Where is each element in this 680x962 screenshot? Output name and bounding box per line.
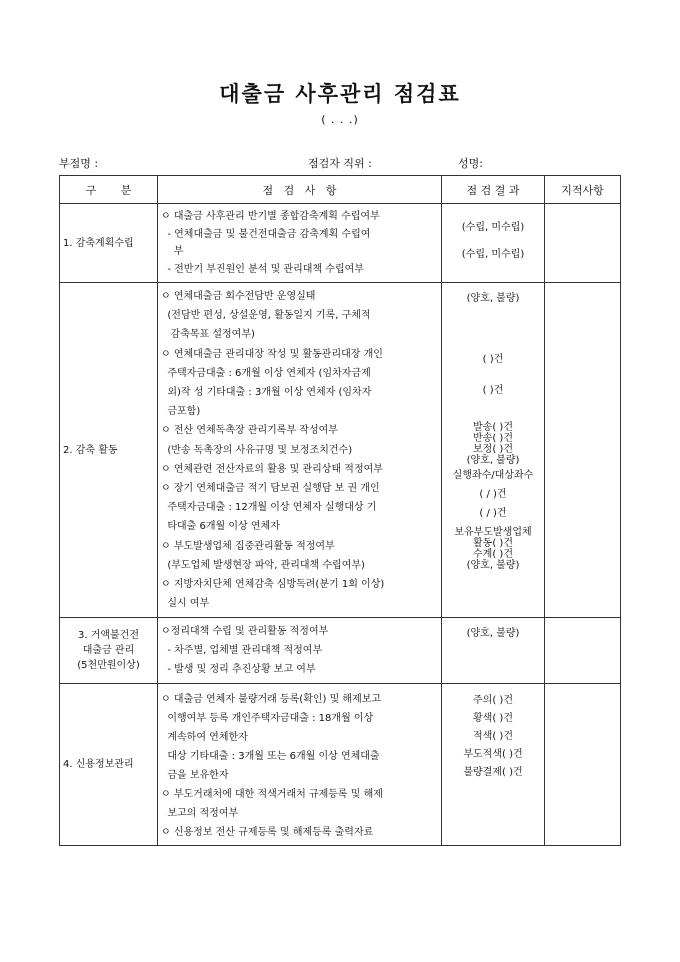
item-line: ㅇ 대출금 연체자 불량거래 등록(확인) 및 해제보고 <box>161 694 382 705</box>
table-row <box>60 283 621 618</box>
dept-label: 부점명 : <box>59 157 99 170</box>
name-label: 성명: <box>458 157 483 170</box>
result-line: 수계( )건 <box>473 549 513 560</box>
header-results: 점 검 결 과 <box>442 176 545 204</box>
item-line: 부 <box>161 246 184 257</box>
item-line: 이행여부 등록 개인주택자금대출 : 18개월 이상 <box>161 713 374 724</box>
item-line: 주택자금대출 : 6개월 이상 연체자 (임차자금제 <box>161 367 371 379</box>
category-line: 3. 거액불건전 <box>77 630 140 641</box>
result-line: 실행좌수/대상좌수 <box>452 470 534 481</box>
inspector-position-label: 점검자 직위 : <box>308 157 372 170</box>
result-line: ( )건 <box>482 354 504 365</box>
item-line: ㅇ 장기 연체대출금 적기 담보권 실행담 보 권 개인 <box>161 483 380 495</box>
header-items: 점 검 사 항 <box>158 176 442 204</box>
item-line: 대상 기타대출 : 3개월 또는 6개월 이상 연체대출 <box>161 751 380 762</box>
item-line: ㅇ정리대책 수립 및 관리활동 적정여부 <box>161 626 329 637</box>
item-line: - 전반기 부진원인 분석 및 관리대책 수립여부 <box>161 263 364 275</box>
header-remarks: 지적사항 <box>545 176 621 204</box>
item-line: 타대출 6개월 이상 연체자 <box>161 521 280 533</box>
remarks-cell <box>545 618 621 684</box>
remarks-cell <box>545 283 621 618</box>
result-line: (양호, 불량) <box>466 455 520 466</box>
item-line: - 연체대출금 및 불건전대출금 감축계획 수립여 <box>161 228 371 240</box>
table-row <box>60 204 621 283</box>
item-line: (부도업체 발생현장 파악, 관리대책 수립여부) <box>161 559 365 571</box>
result-cell <box>442 204 545 283</box>
item-line: 금을 보유한자 <box>161 770 229 781</box>
category-cell: 2. 감축 활동 <box>60 283 158 618</box>
result-line: (양호, 불량) <box>466 293 520 304</box>
items-cell <box>158 684 442 846</box>
result-cell <box>442 684 545 846</box>
item-line: 금포함) <box>161 406 201 418</box>
category-cell: 4. 신용정보관리 <box>60 684 158 846</box>
remarks-cell <box>545 684 621 846</box>
result-line: ( )건 <box>482 385 504 396</box>
result-line: 발송( )건 <box>473 422 513 433</box>
item-line: ㅇ 연체대출금 회수전담반 운영실태 <box>161 291 316 302</box>
result-cell <box>442 283 545 618</box>
item-line: (전담반 편성, 상설운영, 활동일지 기록, 구체적 <box>161 310 371 322</box>
item-line: ㅇ 지방자치단체 연체감축 심방독려(분기 1회 이상) <box>161 579 385 591</box>
category-line: (5천만원이상) <box>77 660 140 671</box>
category-line: 대출금 관리 <box>82 645 135 656</box>
result-line: 보유부도발생업체 <box>454 527 532 538</box>
document-title: 대출금 사후관리 점검표 <box>219 81 461 106</box>
category-cell: 1. 감축계획수립 <box>60 204 158 283</box>
items-cell <box>158 618 442 684</box>
category-cell <box>60 618 158 684</box>
table-row <box>60 684 621 846</box>
remarks-cell <box>545 204 621 283</box>
result-line: 활동( )건 <box>473 538 513 549</box>
header-category: 구 분 <box>60 176 158 204</box>
result-line: 반송( )건 <box>473 433 513 444</box>
items-cell <box>158 283 442 618</box>
item-line: 계속하여 연체한자 <box>161 732 248 743</box>
result-line: 적색( )건 <box>473 731 513 742</box>
table-row <box>60 618 621 684</box>
item-line: - 발생 및 정리 추진상황 보고 여부 <box>161 664 316 675</box>
header-row <box>60 176 621 204</box>
item-line: 주택자금대출 : 12개월 이상 연체자 실행대상 기 <box>161 502 377 514</box>
inspection-date: ( . . .) <box>321 113 359 126</box>
item-line: ㅇ 신용정보 전산 규제등록 및 해제등록 출력자료 <box>161 827 374 838</box>
item-line: 실시 여부 <box>161 598 210 610</box>
result-line: 보정( )건 <box>473 444 513 455</box>
result-line: (양호, 불량) <box>466 628 520 639</box>
result-line: (수립, 미수립) <box>461 222 525 233</box>
result-cell <box>442 618 545 684</box>
item-line: ㅇ 전산 연체독촉장 관리기록부 작성여부 <box>161 425 338 437</box>
result-line: 황색( )건 <box>473 713 513 724</box>
item-line: ㅇ 연체대출금 관리대장 작성 및 활동관리대장 개인 <box>161 348 383 360</box>
item-line: 외)작 성 기타대출 : 3개월 이상 연체자 (임차자 <box>161 387 372 399</box>
result-line: 불량결제( )건 <box>463 767 523 778</box>
result-line: (양호, 불량) <box>466 560 520 571</box>
item-line: 감축목표 설정여부) <box>161 329 255 341</box>
item-line: ㅇ 대출금 사후관리 반기별 종합감축계획 수립여부 <box>161 211 380 222</box>
item-line: - 차주별, 업체별 관리대책 적정여부 <box>161 645 323 656</box>
item-line: (반송 독촉장의 사유규명 및 보정조치건수) <box>161 444 353 456</box>
items-cell <box>158 204 442 283</box>
item-line: ㅇ 연체관련 전산자료의 활용 및 관리상태 적정여부 <box>161 463 383 475</box>
result-line: (수립, 미수립) <box>461 249 525 260</box>
result-line: ( / )건 <box>479 508 507 519</box>
item-line: ㅇ 부도거래처에 대한 적색거래처 규제등록 및 해제 <box>161 789 383 800</box>
item-line: ㅇ 부도발생업체 집중관리활동 적정여부 <box>161 540 335 552</box>
result-line: 부도적색( )건 <box>463 749 523 760</box>
result-line: 주의( )건 <box>473 695 513 706</box>
result-line: ( / )건 <box>479 489 507 500</box>
checklist-table <box>59 175 621 846</box>
item-line: 보고의 적정여부 <box>161 808 239 819</box>
